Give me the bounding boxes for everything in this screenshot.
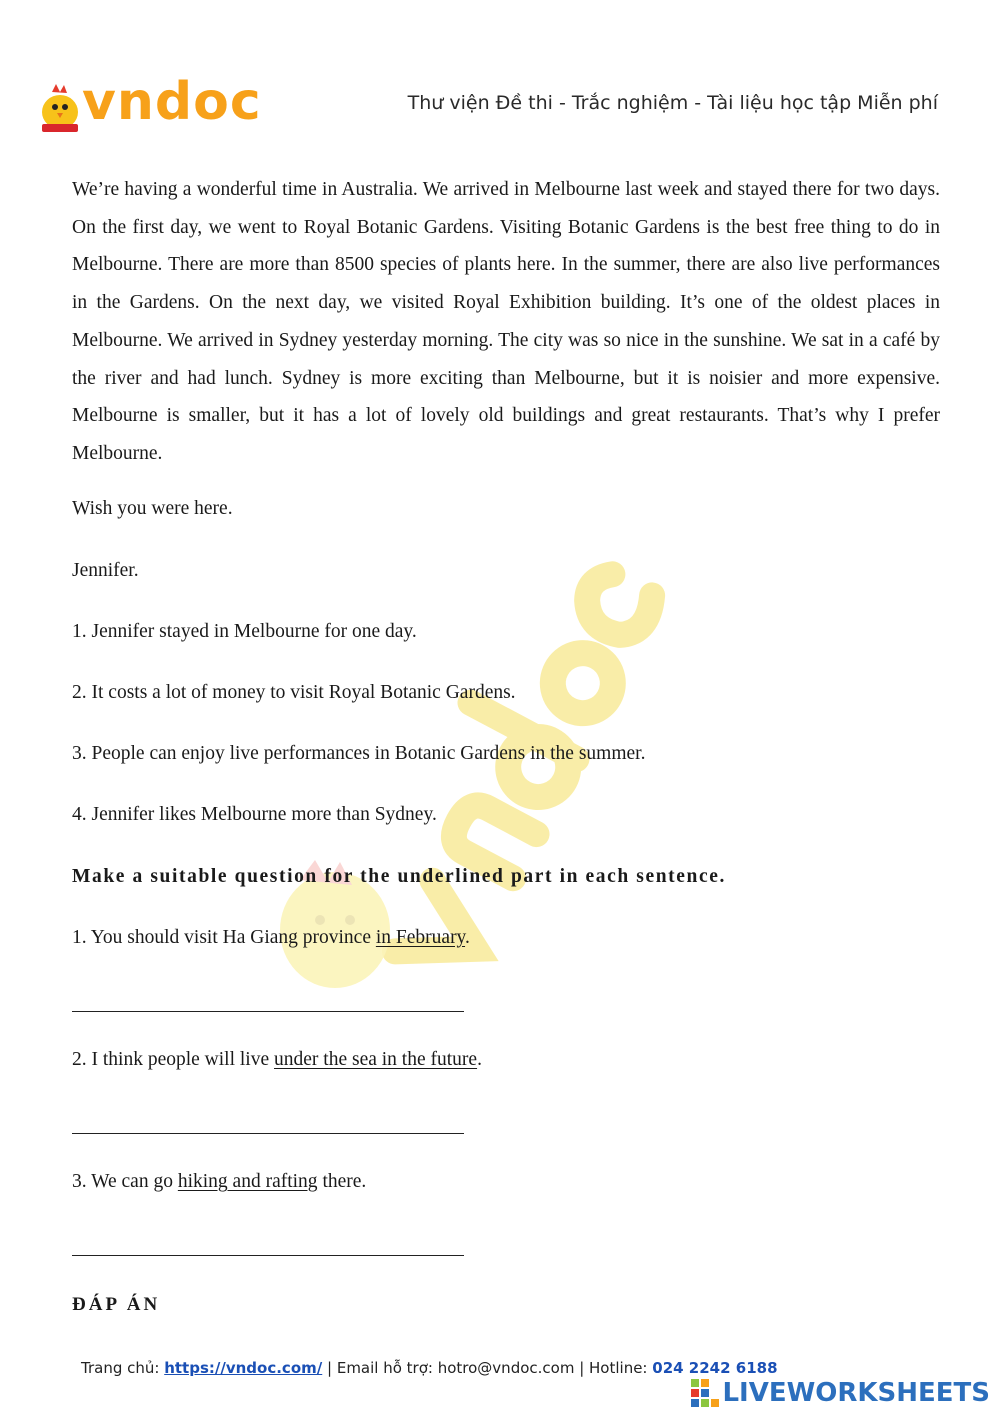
answer-line-2[interactable] bbox=[72, 1133, 464, 1134]
footer-hotline: 024 2242 6188 bbox=[652, 1359, 778, 1377]
page-footer bbox=[81, 1359, 778, 1377]
answer-line-1[interactable] bbox=[72, 1011, 464, 1012]
statement-4: 4. Jennifer likes Melbourne more than Sydney. bbox=[72, 804, 437, 825]
answer-heading: ĐÁP ÁN bbox=[72, 1294, 161, 1315]
question-3-underlined: hiking and rafting bbox=[177, 1171, 318, 1192]
liveworksheets-logo-icon bbox=[690, 1378, 720, 1408]
statement-3: 3. People can enjoy live performances in Botanic Gardens in the summer. bbox=[72, 743, 646, 764]
liveworksheets-wordmark: LIVEWORKSHEETS bbox=[722, 1378, 990, 1408]
question-3-end: there. bbox=[317, 1171, 367, 1192]
question-1-text: 1. You should visit Ha Giang province bbox=[72, 927, 376, 948]
question-1-end: . bbox=[465, 927, 470, 948]
letter-signature: Jennifer. bbox=[72, 560, 139, 581]
letter-body bbox=[72, 171, 940, 473]
question-3-text: 3. We can go bbox=[72, 1171, 178, 1192]
footer-email-label: | Email hỗ trợ: hotro@vndoc.com | Hotline: bbox=[322, 1359, 653, 1377]
question-1-underlined: in February bbox=[375, 927, 466, 948]
letter-closing: Wish you were here. bbox=[72, 498, 233, 519]
section-heading: Make a suitable question for the underlined part in each sentence. bbox=[72, 866, 726, 887]
statement-1: 1. Jennifer stayed in Melbourne for one day. bbox=[72, 621, 417, 642]
footer-home-label: Trang chủ: bbox=[81, 1359, 165, 1377]
question-2 bbox=[72, 1049, 482, 1071]
liveworksheets-badge[interactable] bbox=[690, 1376, 990, 1410]
answer-line-3[interactable] bbox=[72, 1255, 464, 1256]
logo-wordmark: vndoc bbox=[82, 72, 262, 132]
letter-paragraph: We’re having a wonderful time in Australia. We arrived in Melbourne last week and stayed there for two days. On the first day, we went to Royal Botanic Gardens. Visiting Botanic Gardens is the best free thing to do in Melbourne. There are more than 8500 species of plants here. In the summer, there are also live performances in the Gardens. On the next day, we visited Royal Exhibition building. It’s one of the oldest places in Melbourne. We arrived in Sydney yesterday morning. The city was so nice in the sunshine. We sat in a café by the river and had lunch. Sydney is more exciting than Melbourne, but it is noisier and more expensive. Melbourne is smaller, but it has a lot of lovely old buildings and great restaurants. That’s why I prefer Melbourne. bbox=[72, 179, 940, 464]
vndoc-logo[interactable] bbox=[34, 72, 262, 138]
vndoc-watermark-icon bbox=[240, 520, 800, 1040]
question-2-underlined: under the sea in the future bbox=[274, 1049, 478, 1070]
footer-home-link[interactable]: https://vndoc.com/ bbox=[164, 1359, 323, 1377]
page-header bbox=[0, 0, 1000, 150]
question-2-end: . bbox=[477, 1049, 482, 1070]
statement-2: 2. It costs a lot of money to visit Royal Botanic Gardens. bbox=[72, 682, 516, 703]
chick-mascot-icon bbox=[34, 82, 86, 134]
question-2-text: 2. I think people will live bbox=[72, 1049, 275, 1070]
question-1 bbox=[72, 927, 470, 949]
question-3 bbox=[72, 1171, 366, 1193]
site-tagline: Thư viện Đề thi - Trắc nghiệm - Tài liệu học tập Miễn phí bbox=[407, 92, 938, 114]
